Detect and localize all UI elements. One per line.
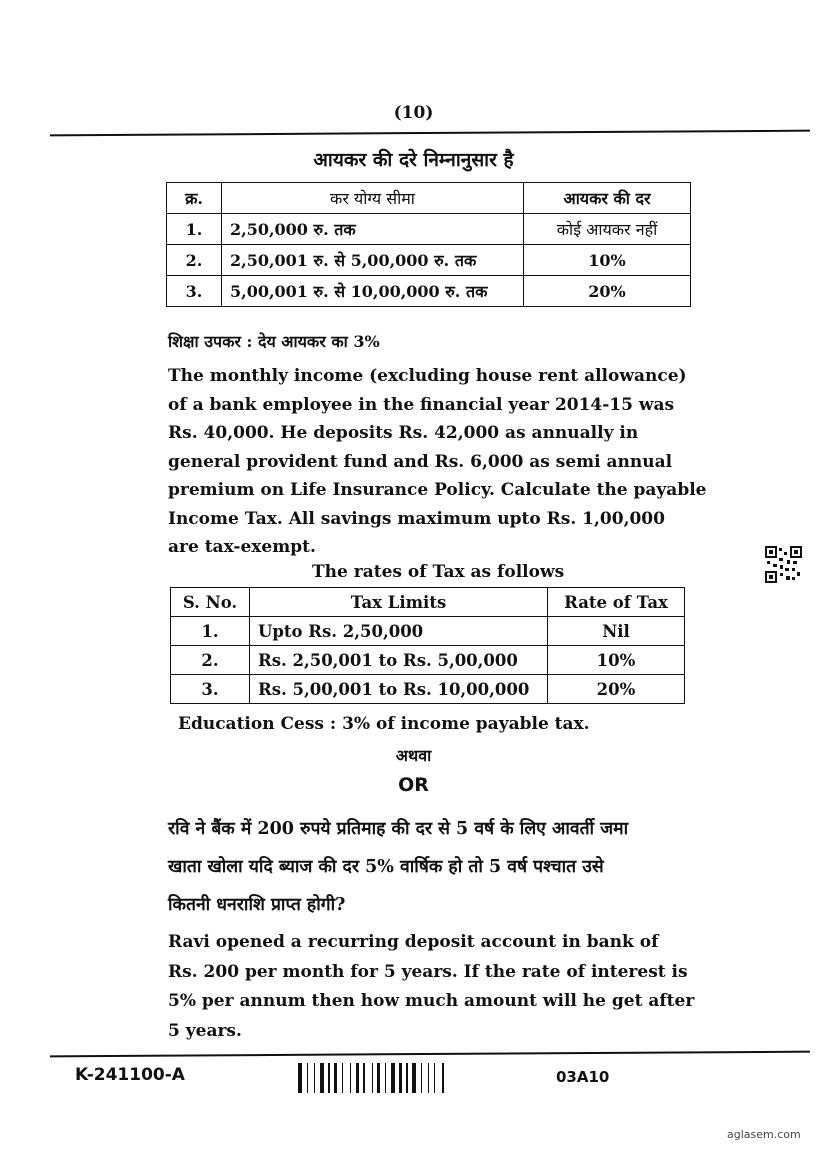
bottom-divider — [50, 1051, 810, 1058]
barcode-bar — [363, 1063, 365, 1093]
text-line: 5 years. — [168, 1020, 242, 1041]
text-line: रवि ने बैंक में 200 रुपये प्रतिमाह की दर से 5 वर्ष के लिए आवर्ती जमा — [168, 819, 629, 839]
text-line: The monthly income (excluding house rent allowance) — [168, 366, 687, 386]
table-cell: 5,00,001 रु. से 10,00,000 रु. तक — [222, 276, 524, 307]
top-divider — [50, 130, 810, 137]
table-row — [171, 617, 685, 646]
table-header-row — [171, 588, 685, 617]
barcode-bar — [298, 1063, 302, 1093]
hindi-or-separator: अथवा — [395, 746, 432, 765]
english-or-separator: OR — [398, 774, 429, 796]
table-cell: 2,50,000 रु. तक — [222, 214, 524, 245]
text-line: are tax-exempt. — [168, 537, 316, 557]
english-education-cess: Education Cess : 3% of income payable tax. — [178, 714, 590, 734]
barcode-bar — [385, 1063, 386, 1093]
table-row — [171, 675, 685, 704]
english-tax-table — [170, 587, 685, 704]
table-header-cell: Rate of Tax — [548, 588, 685, 617]
table-header-row — [167, 183, 691, 214]
text-line: premium on Life Insurance Policy. Calculate the payable — [168, 480, 707, 500]
barcode-bar — [412, 1063, 416, 1093]
table-cell: Rs. 5,00,001 to Rs. 10,00,000 — [250, 675, 548, 704]
text-line: Ravi opened a recurring deposit account in bank of — [168, 932, 659, 952]
page-number: (10) — [393, 103, 434, 123]
text-line: Rs. 40,000. He deposits Rs. 42,000 as annually in — [168, 423, 639, 443]
english-question-text — [168, 362, 713, 562]
hindi-tax-table — [166, 182, 691, 307]
barcode-bar — [356, 1063, 359, 1093]
table-cell: Rs. 2,50,001 to Rs. 5,00,000 — [250, 646, 548, 675]
barcode-bar — [328, 1063, 330, 1093]
barcode-bar — [377, 1063, 380, 1093]
table-cell: 20% — [524, 276, 691, 307]
text-line: general provident fund and Rs. 6,000 as semi annual — [168, 451, 673, 472]
table-cell: 1. — [167, 214, 222, 245]
table-row — [167, 214, 691, 245]
table-cell: 3. — [171, 675, 250, 704]
table-cell: 20% — [548, 675, 685, 704]
table-cell: Upto Rs. 2,50,000 — [250, 617, 548, 646]
table-row — [171, 646, 685, 675]
qr-code-icon — [765, 546, 802, 583]
barcode-bar — [421, 1063, 422, 1093]
text-line: 5% per annum then how much amount will he get after — [168, 991, 695, 1011]
barcode-bar — [406, 1063, 408, 1093]
table-cell: 10% — [524, 245, 691, 276]
hindi-education-cess: शिक्षा उपकर : देय आयकर का 3% — [168, 332, 380, 351]
barcode-bar — [320, 1063, 324, 1093]
table-cell: 2,50,001 रु. से 5,00,000 रु. तक — [222, 245, 524, 276]
barcode-bar — [428, 1063, 429, 1093]
table-header-cell: कर योग्य सीमा — [222, 183, 524, 214]
table-cell: Nil — [548, 617, 685, 646]
barcode-bar — [342, 1063, 343, 1093]
barcode-bar — [399, 1063, 402, 1093]
text-line: Rs. 200 per month for 5 years. If the rate of interest is — [168, 961, 688, 982]
text-line: खाता खोला यदि ब्याज की दर 5% वार्षिक हो तो 5 वर्ष पश्चात उसे — [168, 857, 604, 877]
english-alternate-question — [168, 928, 713, 1046]
table-cell: कोई आयकर नहीं — [524, 214, 691, 245]
barcode-bar — [350, 1063, 351, 1093]
english-tax-heading: The rates of Tax as follows — [312, 562, 565, 582]
barcode-icon — [298, 1063, 528, 1093]
watermark: aglasem.com — [727, 1128, 801, 1141]
barcode-bar — [307, 1063, 308, 1093]
table-cell: 3. — [167, 276, 222, 307]
table-row — [167, 245, 691, 276]
paper-code: K-241100-A — [75, 1065, 185, 1085]
hindi-tax-heading: आयकर की दरे निम्नानुसार है — [313, 149, 514, 171]
table-row — [167, 276, 691, 307]
table-header-cell: क्र. — [167, 183, 222, 214]
table-header-cell: आयकर की दर — [524, 183, 691, 214]
barcode-label: 03A10 — [556, 1068, 610, 1086]
table-cell: 2. — [171, 646, 250, 675]
table-cell: 2. — [167, 245, 222, 276]
barcode-bar — [442, 1063, 444, 1093]
table-header-cell: Tax Limits — [250, 588, 548, 617]
table-cell: 1. — [171, 617, 250, 646]
barcode-bar — [391, 1063, 395, 1093]
barcode-bar — [434, 1063, 435, 1093]
text-line: of a bank employee in the financial year 2014-15 was — [168, 394, 675, 415]
text-line: Income Tax. All savings maximum upto Rs. 1,00,000 — [168, 508, 665, 529]
barcode-bar — [372, 1063, 373, 1093]
table-cell: 10% — [548, 646, 685, 675]
hindi-alternate-question — [168, 810, 728, 924]
barcode-bar — [314, 1063, 315, 1093]
text-line: कितनी धनराशि प्राप्त होगी? — [168, 895, 346, 915]
table-header-cell: S. No. — [171, 588, 250, 617]
barcode-bar — [334, 1063, 337, 1093]
